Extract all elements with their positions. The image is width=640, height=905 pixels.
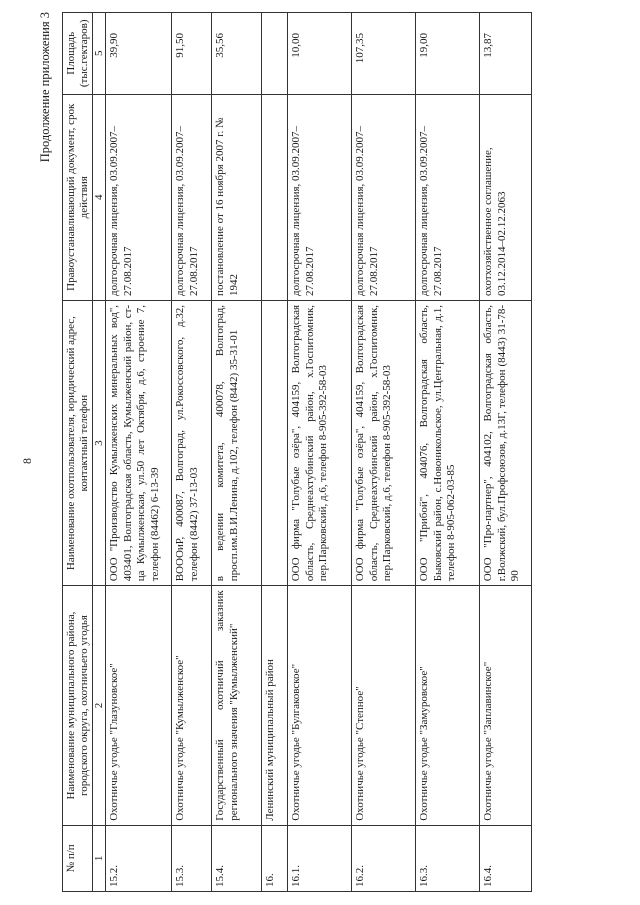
row-user: ООО "Производство Кумылженских минеральных вод", 403401, Волгоградская область, Кумылженский район, ст-ца Кумылженская, ул.50 лет Октября, д.6, строение 7, телефон (84462) 6-13-39 — [106, 300, 172, 585]
row-user: ООО фирма "Голубые озёра", 404159, Волгоградская область, Среднеахтубинский район, х.Госпитомник, пер.Парковский, д.6, телефон 8-905-392-58-03 — [288, 300, 352, 585]
hunting-grounds-table — [62, 12, 532, 892]
row-document: долгосрочная лицензия, 03.09.2007–27.08.2017 — [288, 94, 352, 300]
column-index: 5 — [93, 13, 106, 95]
row-number: 15.4. — [212, 825, 262, 891]
column-index: 1 — [93, 825, 106, 891]
table-section-row — [262, 13, 288, 892]
row-number: 16.2. — [352, 825, 416, 891]
row-area: 19,00 — [416, 13, 480, 95]
col-header-area: Площадь (тыс.гектаров) — [63, 13, 93, 95]
row-number: 15.2. — [106, 825, 172, 891]
row-area: 39,90 — [106, 13, 172, 95]
row-ground-name: Государственный охотничий заказник регионального значения "Кумылженский" — [212, 586, 262, 825]
row-area: 13,87 — [480, 13, 532, 95]
row-ground-name: Охотничье угодье "Булгаковское" — [288, 586, 352, 825]
row-document: долгосрочная лицензия, 03.09.2007–27.08.2017 — [172, 94, 212, 300]
page-number: 8 — [20, 458, 34, 464]
column-index: 2 — [93, 586, 106, 825]
row-user: ООО фирма "Голубые озёра", 404159, Волгоградская область, Среднеахтубинский район, х.Госпитомник, пер.Парковский, д.6, телефон 8-905-392-58-03 — [352, 300, 416, 585]
column-index: 4 — [93, 94, 106, 300]
row-area: 10,00 — [288, 13, 352, 95]
row-user: в ведении комитета, 400078, Волгоград, просп.им.В.И.Ленина, д.102, телефон (8442) 35-31-01 — [212, 300, 262, 585]
row-document: охотхозяйственное соглашение, 03.12.2014–02.12.2063 — [480, 94, 532, 300]
table-row — [352, 13, 416, 892]
row-ground-name: Охотничье угодье "Кумылженское" — [172, 586, 212, 825]
row-ground-name: Охотничье угодье "Замуровское" — [416, 586, 480, 825]
row-user: ООО "Прибой", 404076, Волгоградская область, Быковский район, с.Новоникольское, ул.Центральная, д.1, телефон 8-905-062-03-85 — [416, 300, 480, 585]
row-number: 16.4. — [480, 825, 532, 891]
table-row — [172, 13, 212, 892]
row-ground-name: Охотничье угодье "Степное" — [352, 586, 416, 825]
row-number: 15.3. — [172, 825, 212, 891]
rotated-page-content — [20, 12, 620, 892]
col-header-district: Наименование муниципального района, городского округа, охотничьего угодья — [63, 586, 93, 825]
table-row — [416, 13, 480, 892]
row-number: 16.1. — [288, 825, 352, 891]
section-district-name: Ленинский муниципальный район — [262, 586, 288, 825]
row-ground-name: Охотничье угодье "Заплавинское" — [480, 586, 532, 825]
row-document: долгосрочная лицензия, 03.09.2007–27.08.2017 — [416, 94, 480, 300]
table-row — [288, 13, 352, 892]
row-user: ООО "Про-партнер", 404102, Волгоградская область, г.Волжский, бул.Профсоюзов, д.13Г, телефон (8443) 31-78-90 — [480, 300, 532, 585]
row-user: ВОООиР, 400087, Волгоград, ул.Рокоссовского, д.32, телефон (8442) 37-13-03 — [172, 300, 212, 585]
column-index-row — [93, 13, 106, 892]
table-header-row — [63, 13, 93, 892]
row-number: 16.3. — [416, 825, 480, 891]
row-document — [262, 94, 288, 300]
row-document: долгосрочная лицензия, 03.09.2007–27.08.2017 — [352, 94, 416, 300]
table-row — [480, 13, 532, 892]
row-area: 35,56 — [212, 13, 262, 95]
column-index: 3 — [93, 300, 106, 585]
appendix-continuation-note: Продолжение приложения 3 — [38, 12, 52, 163]
row-ground-name: Охотничье угодье "Глазуновское" — [106, 586, 172, 825]
row-user — [262, 300, 288, 585]
row-area: 91,50 — [172, 13, 212, 95]
col-header-document: Правоустанавливающий документ, срок действия — [63, 94, 93, 300]
row-document: постановление от 16 ноября 2007 г. № 1942 — [212, 94, 262, 300]
row-area: 107,35 — [352, 13, 416, 95]
section-number: 16. — [262, 825, 288, 891]
table-row — [106, 13, 172, 892]
col-header-user: Наименование охотпользователя, юридический адрес, контактный телефон — [63, 300, 93, 585]
col-header-number: № п/п — [63, 825, 93, 891]
row-area — [262, 13, 288, 95]
table-row — [212, 13, 262, 892]
row-document: долгосрочная лицензия, 03.09.2007–27.08.2017 — [106, 94, 172, 300]
